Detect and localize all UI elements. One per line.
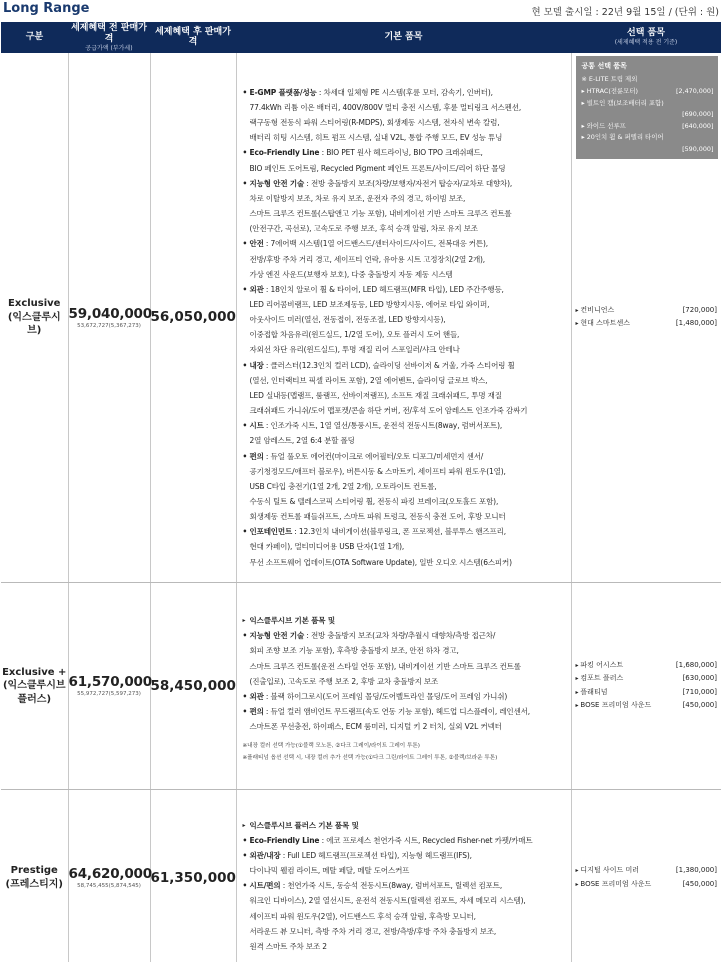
basic-item-text: 스마트 크루즈 컨트롤(스탑앤고 기능 포함), 내비게이션 기반 스마트 크루즈 컨트롤 (249, 209, 512, 219)
option-item (576, 686, 720, 699)
basic-item-text: : 전방 충돌방지 보조(차량/보행자/자전거 탑승자/교차로 대향차), (304, 178, 513, 188)
basic-item (243, 628, 567, 643)
option-name: ▸ 컨비니언스 (576, 304, 615, 317)
basic-item (243, 524, 567, 539)
common-option-price: [690,000] (682, 110, 714, 119)
basic-item-label: 지능형 안전 기술 (249, 631, 305, 641)
option-list (576, 790, 720, 962)
basic-item-text: 배터리 히팅 시스템, 히트 펌프 시스템, 실내 V2L, 통합 주행 모드, EV 성능 튜닝 (249, 133, 503, 143)
basic-item-label: Eco-Friendly Line (249, 835, 320, 845)
trim-name (1, 53, 68, 583)
option-items-cell (571, 789, 721, 962)
basic-item (243, 674, 567, 689)
remark-line: ※플래티넘 옵션 선택 시, 내장 컬러 추가 선택 가능(①다크 그린/라이트 그레이 투톤, ②블랙/브라운 투톤) (242, 755, 498, 762)
basic-item-label: 익스클루시브 플러스 기본 품목 및 (249, 820, 359, 830)
basic-item-text: 회피 조향 보조 기능 포함), 후측방 충돌방지 보조, 안전 하차 경고, (249, 646, 459, 656)
trim-name-line: (익스클루시브) (7, 311, 61, 337)
option-group (576, 304, 720, 331)
pre-tax-price-cell (68, 582, 150, 789)
supply-price: 58,745,455(5,874,545) (77, 883, 141, 890)
basic-item (243, 100, 567, 115)
basic-item-text: 전방/후방 주차 거리 경고, 세이프티 언락, 유아용 시트 고정장치(2열 2개), (249, 254, 486, 264)
basic-item (243, 479, 567, 494)
remarks (243, 734, 567, 774)
basic-item (243, 252, 567, 267)
basic-item-text: 원격 스마트 주차 보조 2 (249, 941, 327, 951)
trim-name-line: (익스클루시브 (2, 680, 66, 692)
basic-item-text: : 12.3인치 내비게이션(블루링크, 폰 프로젝션, 블루투스 핸즈프리, (292, 527, 506, 537)
basic-item-label: Eco-Friendly Line (249, 148, 320, 158)
basic-item-text: 자외선 차단 유리(윈드실드), 투명 재질 리어 스포일러/샤크 안테나 (249, 345, 460, 355)
basic-item (243, 848, 567, 863)
basic-item (243, 297, 567, 312)
basic-item-text: 워크인 디바이스), 2열 열선시트, 운전석 전동시트(릴렉션 컴포트, 자세 메모리 시스템), (249, 896, 526, 906)
basic-item-text: : Full LED 헤드램프(프로젝션 타입), 지능형 헤드램프(IFS), (280, 850, 472, 860)
basic-item (243, 327, 567, 342)
basic-item-text: : 18인치 알로이 휠 & 타이어, LED 헤드램프(MFR 타입), LED 주간주행등, (263, 284, 504, 294)
option-list (576, 53, 720, 582)
basic-item (243, 206, 567, 221)
basic-item (243, 924, 567, 939)
basic-item-text: 77.4kWh 리튬 이온 배터리, 400V/800V 멀티 충전 시스템, 후륜 멀티링크 서스펜션, (249, 102, 522, 112)
basic-item-text: : 클러스터(12.3인치 컬러 LCD), 슬라이딩 선바이저 & 거울, 가죽 스티어링 휠 (263, 360, 515, 370)
option-items-cell (571, 53, 721, 583)
basic-item-label: 지능형 안전 기술 (249, 178, 305, 188)
basic-item-label: 인포테인먼트 (249, 527, 293, 537)
trim-name (1, 789, 68, 962)
common-option-item (582, 121, 714, 133)
trim-row (1, 789, 721, 962)
option-price: [720,000] (682, 305, 717, 314)
option-name: ▸ BOSE 프리미엄 사운드 (576, 699, 652, 712)
basic-item (243, 176, 567, 191)
common-option-item (582, 132, 714, 144)
option-price: [450,000] (682, 879, 717, 888)
basic-item (243, 909, 567, 924)
option-item (576, 864, 720, 877)
option-price: [630,000] (682, 674, 717, 683)
header-trim: 구분 (1, 22, 68, 53)
supply-price: 55,972,727(5,597,273) (77, 691, 141, 698)
common-option-title: 공통 선택 품목 (581, 61, 627, 70)
basic-item (243, 358, 567, 373)
basic-item (243, 403, 567, 418)
basic-item-text: 수동식 틸트 & 텔레스코픽 스티어링 휠, 전동식 파킹 브레이크(오토홀드 포함), (249, 497, 499, 506)
basic-item-text: 스마트 크루즈 컨트롤(운전 스타일 연동 포함), 내비게이션 기반 스마트 크루즈 컨트롤 (249, 661, 521, 671)
basic-item (243, 161, 567, 176)
pre-tax-price: 61,570,000 (68, 674, 152, 691)
option-item (576, 317, 720, 330)
basic-item-text: (안전구간, 곡선로), 고속도로 주행 보조, 후석 승객 알림, 차로 유지 보조 (249, 224, 478, 234)
basic-item (243, 659, 567, 674)
table-header (1, 22, 721, 53)
basic-item (243, 282, 567, 297)
basic-item (243, 85, 567, 100)
option-item (576, 699, 720, 712)
post-tax-price: 58,450,000 (150, 582, 236, 789)
basic-items-list (243, 65, 567, 570)
basic-item (243, 145, 567, 160)
common-option-box (576, 56, 718, 159)
trim-name-line: Prestige (10, 865, 58, 877)
basic-item-text: LED 실내등(맵램프, 룸램프, 선바이저램프), 소프트 재질 크래쉬패드, 투명 재질 (249, 390, 502, 400)
trim-name-line: (프레스티지) (5, 878, 63, 890)
option-price: [1,380,000] (675, 866, 717, 875)
basic-item (243, 312, 567, 327)
common-option-note: ※ E-LITE 트림 제외 (581, 75, 638, 84)
option-name: ▸ 파킹 어시스트 (576, 659, 624, 672)
option-group (576, 659, 720, 713)
option-item (576, 672, 720, 685)
trim-name-line: Exclusive + (2, 666, 67, 678)
price-table (1, 22, 721, 962)
basic-item-text: 아웃사이드 미러(열선, 전동접이, 전동조절, LED 방향지시등), (249, 315, 446, 325)
basic-item-text: : 7에어백 시스템(1열 어드밴스드/센터사이드/사이드, 전복대응 커튼), (263, 239, 488, 249)
post-tax-price: 61,350,000 (150, 789, 236, 962)
basic-item-label: 외관 (249, 691, 264, 701)
basic-item-text: : BIO PET 원사 헤드라이닝, BIO TPO 크래쉬패드, (319, 148, 483, 158)
basic-item-text: BIO 페인트 도어트림, Recycled Pigment 페인트 프론트/사이드/리어 하단 몰딩 (249, 163, 506, 173)
basic-item-label: 시트/편의 (249, 881, 281, 891)
common-option-name: ▸ 와이드 선루프 (581, 121, 626, 130)
supply-price: 53,672,727(5,367,273) (77, 322, 141, 329)
basic-item-label: 외관 (249, 284, 264, 294)
basic-item-label: E-GMP 플랫폼/성능 (249, 87, 317, 97)
option-name: ▸ 현대 스마트센스 (576, 317, 630, 330)
page-title: Long Range (3, 1, 90, 16)
basic-item-text: : 듀얼 컬러 앰비언트 무드램프(속도 연동 기능 포함), 헤드업 디스플레이, 레인센서, (263, 707, 530, 717)
basic-item-label: 편의 (249, 451, 264, 461)
basic-item-text: 스마트폰 무선충전, 하이패스, ECM 룸미러, 디지털 키 2 터치, 실외 V2L 커넥터 (249, 722, 502, 732)
basic-item (243, 373, 567, 388)
option-item (576, 659, 720, 672)
pre-tax-price: 64,620,000 (68, 866, 152, 883)
basic-item (243, 267, 567, 282)
basic-item-text: 랙구동형 전동식 파워 스티어링(R-MDPS), 회생제동 시스템, 전자식 변속 칼럼, (249, 118, 500, 128)
basic-item-text: 현대 카페이), 멀티미디어용 USB 단자(1열 1개), (249, 542, 405, 552)
option-price: [1,680,000] (675, 660, 717, 669)
basic-items-cell (236, 789, 571, 962)
basic-item (243, 818, 567, 833)
pre-tax-price-cell (68, 53, 150, 583)
basic-item-text: : 전방 충돌방지 보조(교차 차량/추월시 대향차/측방 접근차/ (304, 631, 496, 641)
basic-items-cell (236, 582, 571, 789)
header-post-price: 세제혜택 후 판매가격 (150, 22, 236, 53)
basic-item (243, 704, 567, 719)
basic-item (243, 236, 567, 251)
post-tax-price: 56,050,000 (150, 53, 236, 583)
basic-item (243, 130, 567, 145)
basic-item-text: 회생제동 컨트롤 패들쉬프트, 스마트 파워 트렁크, 전동식 충전 도어, 후방 모니터 (249, 512, 506, 522)
option-item (576, 878, 720, 891)
basic-item (243, 939, 567, 954)
option-list (576, 583, 720, 789)
option-items-cell (571, 582, 721, 789)
basic-item-text: : 천연가죽 시트, 동승석 전동시트(8way, 럼버서포트, 릴렉션 컴포트, (280, 881, 503, 891)
basic-item-label: 안전 (249, 239, 264, 249)
basic-item-label: 편의 (249, 707, 264, 717)
trim-name-line: 플러스) (17, 693, 52, 705)
basic-items-cell (236, 53, 571, 583)
basic-item-text: 무선 소프트웨어 업데이트(OTA Software Update), 일반 오디오 시스템(6스피커) (249, 557, 512, 567)
basic-item-label: 내장 (249, 360, 264, 370)
pre-tax-price: 59,040,000 (68, 305, 152, 322)
trim-name (1, 582, 68, 789)
option-price: [710,000] (682, 687, 717, 696)
header-option: 선택 품목 (세제혜택 적용 전 기준) (571, 22, 721, 53)
basic-item-text: (열선, 인터랙티브 픽셀 라이트 포함), 2열 에어벤트, 슬라이딩 글로브 박스, (249, 375, 488, 385)
basic-items-list (243, 597, 567, 734)
option-price: [450,000] (682, 701, 717, 710)
common-option-name: ▸ 빌트인 캠(보조배터리 포함) (581, 98, 664, 107)
basic-item-text: 세이프티 파워 윈도우(2열), 어드밴스드 후석 승객 알림, 후측방 모니터, (249, 911, 476, 921)
basic-item-text: : 듀얼 풀오토 에어컨(마이크로 에어필터/오토 디포그/미세먼지 센서/ (263, 451, 484, 461)
common-option-item (582, 98, 714, 110)
basic-item-text: 서라운드 뷰 모니터, 측방 주차 거리 경고, 전방/측방/후방 주차 충돌방지 보조, (249, 926, 497, 936)
basic-item-text: LED 리어콤비램프, LED 보조제동등, LED 방향지시등, 에어로 타입 와이퍼, (249, 299, 490, 309)
basic-item (243, 613, 567, 628)
basic-item (243, 388, 567, 403)
basic-item-text: 차로 이탈방지 보조, 차로 유지 보조, 운전자 주의 경고, 하이빔 보조, (249, 193, 466, 203)
basic-item (243, 433, 567, 448)
basic-item-text: USB C타입 충전기(1열 2개, 2열 2개), 오토라이트 컨트롤, (249, 481, 437, 491)
option-item (576, 304, 720, 317)
option-price: [1,480,000] (675, 319, 717, 328)
basic-item (243, 719, 567, 734)
basic-item-text: 크래쉬패드 가니쉬/도어 맵포켓/콘솔 하단 커버, 전/후석 도어 암레스트 인조가죽 감싸기 (249, 406, 528, 416)
basic-item (243, 689, 567, 704)
option-name: ▸ 디지털 사이드 미러 (576, 864, 639, 877)
basic-item-text: : 에코 프로세스 천연가죽 시트, Recycled Fisher-net 카펫/카매트 (319, 835, 533, 845)
basic-item-label: 시트 (249, 421, 264, 431)
basic-item-text: 가상 엔진 사운드(보행자 보호), 다중 충돌방지 자동 제동 시스템 (249, 269, 453, 279)
basic-items-list (243, 802, 567, 954)
basic-item-text: 공기청정모드/애프터 블로우), 버튼시동 & 스마트키, 세이프티 파워 윈도우(1열), (249, 466, 506, 476)
common-option-price: [2,470,000] (675, 86, 714, 95)
date-unit-note: 현 모델 출시일 : 22년 9월 15일 / (단위 : 원) (531, 7, 719, 18)
basic-item (243, 509, 567, 524)
option-group (576, 864, 720, 891)
basic-item-text: 다이나믹 웰컴 라이트, 메탈 페달, 메탈 도어스커프 (249, 866, 410, 876)
basic-item (243, 418, 567, 433)
basic-item (243, 878, 567, 893)
basic-item (243, 449, 567, 464)
option-name: ▸ 컴포트 플러스 (576, 672, 624, 685)
basic-item-text: : 블랙 하이그로시(도어 프레임 몰딩/도어벨트라인 몰딩/도어 프레임 가니쉬) (263, 691, 508, 701)
basic-item (243, 539, 567, 554)
basic-item (243, 494, 567, 509)
basic-item (243, 643, 567, 658)
trim-row (1, 582, 721, 789)
basic-item-text: 이중접합 차음유리(윈드실드, 1/2열 도어), 오토 플러시 도어 핸들, (249, 330, 460, 340)
remark-line: ※내장 컬러 선택 가능(①블랙 모노톤, ②다크 그레이/라이트 그레이 투톤) (242, 743, 420, 750)
header-basic: 기본 품목 (236, 22, 571, 53)
basic-item (243, 191, 567, 206)
basic-item-text: (진출입로), 고속도로 주행 보조 2, 후방 교차 충돌방지 보조 (249, 676, 439, 686)
basic-item-text: 2열 암레스트, 2열 6:4 분할 폴딩 (249, 436, 355, 446)
common-option-name: ▸ 20인치 휠 & 퍼텔리 타이어 (581, 133, 664, 142)
basic-item (243, 893, 567, 908)
basic-item-text: : 인조가죽 시트, 1열 열선/통풍시트, 운전석 전동시트(8way, 럼버서포트), (263, 421, 503, 431)
option-name: ▸ BOSE 프리미엄 사운드 (576, 878, 652, 891)
common-option-item (582, 86, 714, 98)
basic-item (243, 115, 567, 130)
basic-item (243, 555, 567, 570)
basic-item-label: 익스클루시브 기본 품목 및 (249, 616, 335, 626)
basic-item (243, 863, 567, 878)
common-option-name: ▸ HTRAC(전륜모터) (581, 86, 639, 95)
basic-item-text: : 차세대 일체형 PE 시스템(후륜 모터, 감속기, 인버터), (316, 87, 493, 97)
header-pre-price: 세제혜택 전 판매가격 공급가액 (부가세) (68, 22, 150, 53)
basic-item (243, 221, 567, 236)
pre-tax-price-cell (68, 789, 150, 962)
trim-row (1, 53, 721, 583)
common-option-price: [590,000] (682, 144, 714, 153)
trim-name-line: Exclusive (8, 298, 61, 310)
option-name: ▸ 플래티넘 (576, 686, 608, 699)
basic-item-label: 외관/내장 (249, 850, 281, 860)
basic-item (243, 464, 567, 479)
common-option-price: [640,000] (682, 121, 714, 130)
basic-item (243, 342, 567, 357)
basic-item (243, 833, 567, 848)
